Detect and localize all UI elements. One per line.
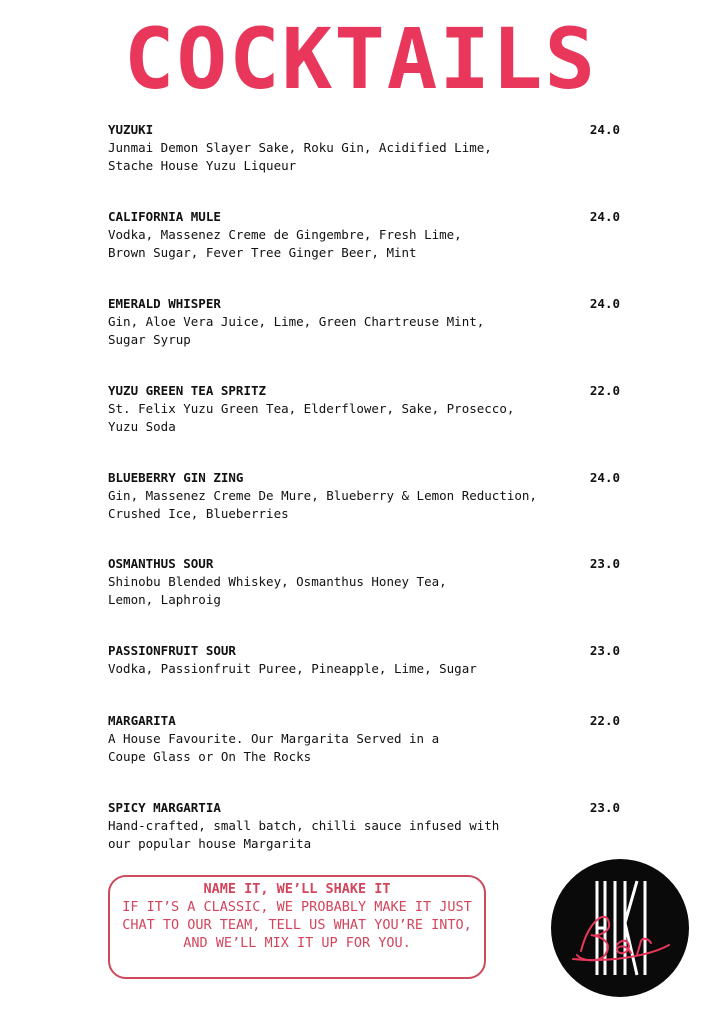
menu-item [108,208,620,261]
menu-item-price: 23.0 [589,556,620,571]
menu-item-price: 24.0 [589,296,620,311]
menu-item-price: 24.0 [589,470,620,485]
menu-item-description: Gin, Aloe Vera Juice, Lime, Green Chartreuse Mint, Sugar Syrup [108,314,485,347]
menu-item [108,121,620,174]
menu-item-price: 22.0 [589,713,620,728]
menu-item-name: EMERALD WHISPER [108,296,221,311]
menu-item-name: SPICY MARGARTIA [108,800,221,815]
menu-item [108,382,620,435]
menu-item-price: 22.0 [589,383,620,398]
menu-item-description: Vodka, Massenez Creme de Gingembre, Fresh Lime, Brown Sugar, Fever Tree Ginger Beer, Mint [108,227,462,260]
menu-item-description: Shinobu Blended Whiskey, Osmanthus Honey Tea, Lemon, Laphroig [108,574,447,607]
page-title: COCKTAILS [123,10,598,108]
menu-item-price: 23.0 [589,643,620,658]
menu-item [108,469,620,522]
menu-item [108,642,620,678]
menu-item-description: Hand-crafted, small batch, chilli sauce infused with our popular house Margarita [108,818,500,851]
menu-item-name: PASSIONFRUIT SOUR [108,643,236,658]
menu-item-description: Vodka, Passionfruit Puree, Pineapple, Lime, Sugar [108,661,477,676]
menu-item-name: YUZUKI [108,122,154,137]
menu-item [108,712,620,765]
menu-item-price: 23.0 [589,800,620,815]
menu-item [108,295,620,348]
menu-item-price: 24.0 [589,209,620,224]
menu-item-name: MARGARITA [108,713,176,728]
callout-heading: NAME IT, WE’LL SHAKE IT [203,881,391,897]
menu-item [108,555,620,608]
menu-item-price: 24.0 [589,122,620,137]
menu-item-name: YUZU GREEN TEA SPRITZ [108,383,267,398]
menu-item-description: St. Felix Yuzu Green Tea, Elderflower, Sake, Prosecco, Yuzu Soda [108,401,515,434]
menu-item-description: A House Favourite. Our Margarita Served in a Coupe Glass or On The Rocks [108,731,440,764]
custom-order-callout [108,875,486,979]
menu-item-description: Gin, Massenez Creme De Mure, Blueberry & Lemon Reduction, Crushed Ice, Blueberries [108,488,537,521]
menu-item-description: Junmai Demon Slayer Sake, Roku Gin, Acidified Lime, Stache House Yuzu Liqueur [108,140,492,173]
menu-item-name: CALIFORNIA MULE [108,209,221,224]
menu-item-name: OSMANTHUS SOUR [108,556,214,571]
menu-item [108,799,620,852]
callout-body: IF IT’S A CLASSIC, WE PROBABLY MAKE IT JUST CHAT TO OUR TEAM, TELL US WHAT YOU’RE INTO, AND WE’LL MIX IT UP FOR YOU. [122,899,472,951]
logo-mark-icon [551,859,689,997]
hiki-bar-logo [551,859,689,997]
menu-item-name: BLUEBERRY GIN ZING [108,470,244,485]
